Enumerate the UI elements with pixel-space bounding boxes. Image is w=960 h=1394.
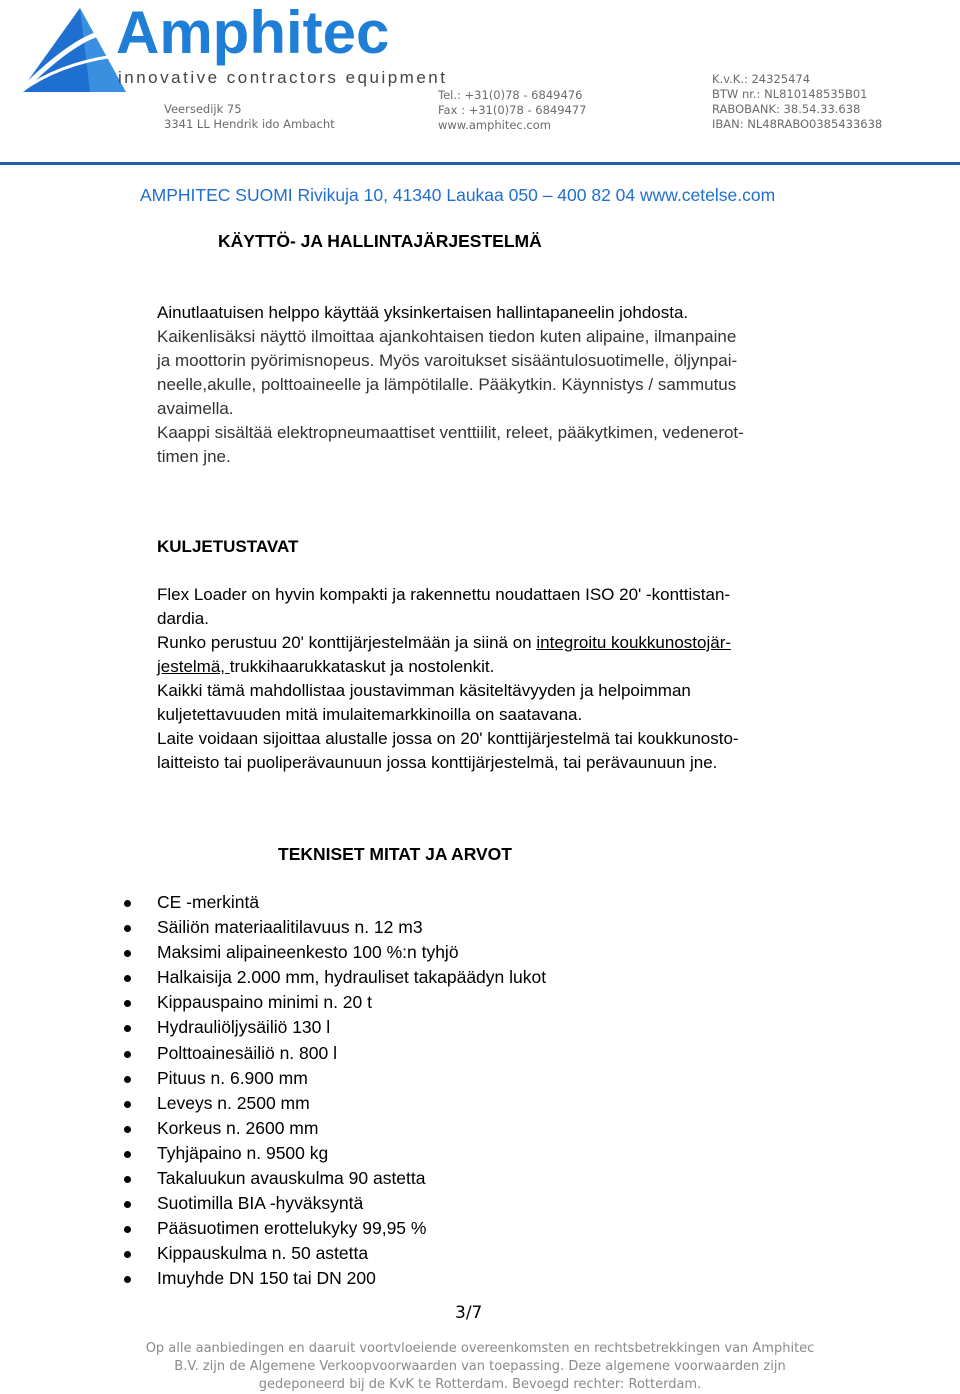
paragraph-line: Kaikki tämä mahdollistaa joustavimman käsiteltävyyden ja helpoimman [157, 681, 691, 700]
spec-text: Suotimilla BIA -hyväksyntä [157, 1193, 364, 1214]
bullet-icon [124, 975, 131, 982]
list-item [124, 940, 546, 965]
spec-text: Leveys n. 2500 mm [157, 1092, 310, 1113]
list-item [124, 915, 546, 940]
text-span: Runko perustuu 20' konttijärjestelmään ja siinä on [157, 633, 537, 652]
paragraph-line: avaimella. [157, 399, 234, 418]
spec-text: Takaluukun avauskulma 90 astetta [157, 1168, 426, 1189]
fax: Fax : +31(0)78 - 6849477 [438, 103, 587, 117]
company-logo [18, 0, 448, 99]
list-item [124, 1041, 546, 1066]
list-item [124, 890, 546, 915]
footer-line: Op alle aanbiedingen en daaruit voortvloeiende overeenkomsten en rechtsbetrekkingen van Amphitec [145, 1341, 815, 1356]
spec-text: Kippauskulma n. 50 astetta [157, 1243, 369, 1264]
website: www.amphitec.com [438, 118, 551, 132]
paragraph-line: neelle,akulle, polttoaineelle ja lämpötilalle. Pääkytkin. Käynnistys / sammutus [157, 375, 737, 394]
paragraph-line: Ainutlaatuisen helppo käyttää yksinkertaisen hallintapaneelin johdosta. [157, 303, 689, 322]
list-item [124, 1166, 546, 1191]
spec-text: Polttoainesäiliö n. 800 l [157, 1042, 337, 1063]
brand-tagline: innovative contractors equipment [118, 68, 448, 87]
bullet-icon [124, 1176, 131, 1183]
bullet-icon [124, 900, 131, 907]
underlined-text: integroitu koukkunostojär- [536, 633, 732, 652]
underlined-text: jestelmä, [157, 657, 230, 676]
list-item [124, 990, 546, 1015]
bullet-icon [124, 1276, 131, 1283]
spec-text: Imuyhde DN 150 tai DN 200 [157, 1268, 376, 1289]
footer-line: B.V. zijn de Algemene Verkoopvoorwaarden van toepassing. Deze algemene voorwaarden zijn [174, 1359, 786, 1374]
paragraph-line: Kaappi sisältää elektropneumaattiset venttiilit, releet, pääkytkimen, vedenerot- [157, 423, 744, 442]
company-registry [712, 72, 882, 132]
bullet-icon [124, 1025, 131, 1032]
address-line: 3341 LL Hendrik ido Ambacht [164, 117, 335, 131]
bullet-icon [124, 1076, 131, 1083]
bullet-icon [124, 1226, 131, 1233]
bullet-icon [124, 1101, 131, 1108]
footer-line: gedeponeerd bij de KvK te Rotterdam. Bevoegd rechter: Rotterdam. [258, 1377, 702, 1392]
spec-text: Pituus n. 6.900 mm [157, 1067, 308, 1088]
text-span: trukkihaarukkataskut ja nostolenkit. [229, 657, 495, 676]
bullet-icon [124, 1126, 131, 1133]
bullet-icon [124, 1000, 131, 1007]
spec-text: Halkaisija 2.000 mm, hydrauliset takapäädyn lukot [157, 967, 547, 988]
bullet-icon [124, 925, 131, 932]
control-system-paragraph [157, 301, 744, 469]
spec-text: Hydrauliöljysäiliö 130 l [157, 1017, 331, 1038]
iban: IBAN: NL48RABO0385433638 [712, 117, 883, 131]
paragraph-line: Kaikenlisäksi näyttö ilmoittaa ajankohtaisen tiedon kuten alipaine, ilmanpaine [157, 327, 737, 346]
paragraph-line: laitteisto tai puoliperävaunuun jossa konttijärjestelmä, tai perävaunuun jne. [157, 753, 718, 772]
distributor-info: AMPHITEC SUOMI Rivikuja 10, 41340 Laukaa 050 – 400 82 04 www.cetelse.com [140, 185, 776, 205]
list-item [124, 1191, 546, 1216]
paragraph-line: kuljetettavuuden mitä imulaitemarkkinoilla on saatavana. [157, 705, 583, 724]
list-item [124, 1116, 546, 1141]
list-item [124, 1066, 546, 1091]
page-number: 3/7 [455, 1303, 483, 1323]
section-title-technical-specs: TEKNISET MITAT JA ARVOT [278, 844, 512, 864]
bullet-icon [124, 1151, 131, 1158]
spec-text: Maksimi alipaineenkesto 100 %:n tyhjö [157, 942, 459, 963]
list-item [124, 1241, 546, 1266]
list-item [124, 1141, 546, 1166]
section-title-transport: KULJETUSTAVAT [157, 537, 299, 556]
paragraph-line: dardia. [157, 609, 209, 628]
letterhead-rule [0, 162, 960, 165]
technical-specs-list [124, 890, 546, 1292]
bank-account: RABOBANK: 38.54.33.638 [712, 102, 861, 116]
paragraph-line: timen jne. [157, 447, 231, 466]
company-address [164, 102, 335, 132]
brand-name: Amphitec [116, 0, 390, 66]
paragraph-line: Laite voidaan sijoittaa alustalle jossa on 20' konttijärjestelmä tai koukkunosto- [157, 729, 739, 748]
list-item [124, 1266, 546, 1291]
spec-text: Korkeus n. 2600 mm [157, 1117, 319, 1138]
logo-triangle-icon [18, 4, 128, 96]
bullet-icon [124, 1051, 131, 1058]
address-line: Veersedijk 75 [164, 102, 242, 116]
paragraph-line: Flex Loader on hyvin kompakti ja rakennettu noudattaen ISO 20' -konttistan- [157, 585, 731, 604]
paragraph-line [157, 655, 739, 679]
spec-text: CE -merkintä [157, 892, 260, 912]
list-item [124, 1091, 546, 1116]
list-item [124, 1216, 546, 1241]
section-title-control-system: KÄYTTÖ- JA HALLINTAJÄRJESTELMÄ [218, 231, 542, 251]
spec-text: Kippauspaino minimi n. 20 t [157, 992, 372, 1013]
paragraph-line [157, 631, 739, 655]
company-contact [438, 88, 586, 133]
list-item [124, 1015, 546, 1040]
spec-text: Säiliön materiaalitilavuus n. 12 m3 [157, 917, 423, 938]
bullet-icon [124, 950, 131, 957]
list-item [124, 965, 546, 990]
btw-number: BTW nr.: NL810148535B01 [712, 87, 868, 101]
bullet-icon [124, 1201, 131, 1208]
spec-text: Pääsuotimen erottelukyky 99,95 % [157, 1218, 427, 1239]
spec-text: Tyhjäpaino n. 9500 kg [157, 1142, 329, 1163]
transport-paragraph [157, 583, 739, 775]
telephone: Tel.: +31(0)78 - 6849476 [438, 88, 583, 102]
legal-footer [0, 1340, 960, 1394]
kvk-number: K.v.K.: 24325474 [712, 72, 811, 86]
bullet-icon [124, 1251, 131, 1258]
paragraph-line: ja moottorin pyörimisnopeus. Myös varoitukset sisääntulosuotimelle, öljynpai- [157, 351, 738, 370]
